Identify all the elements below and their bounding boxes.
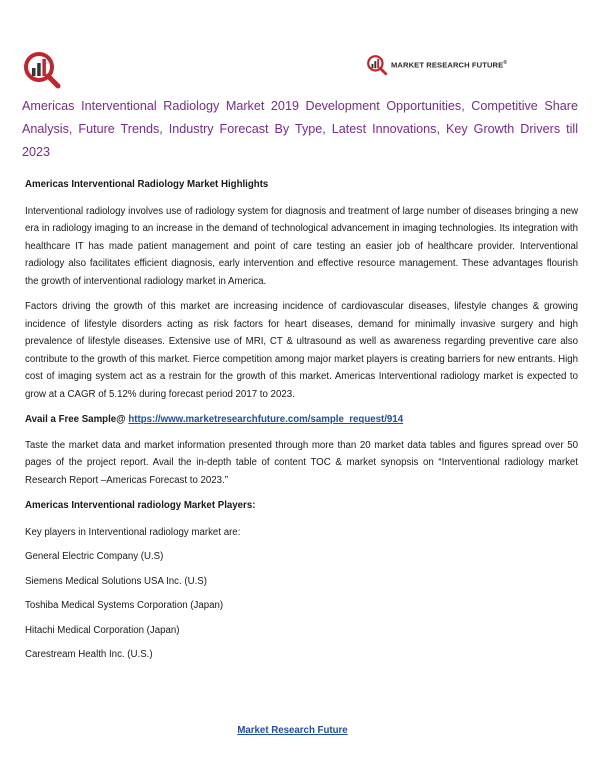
list-item: Toshiba Medical Systems Corporation (Japan) [25,600,224,611]
list-item: General Electric Company (U.S) [25,551,164,562]
list-item: Carestream Health Inc. (U.S.) [25,649,153,660]
players-intro: Key players in Interventional radiology market are: [25,526,241,538]
players-list [25,548,578,664]
section-heading: Americas Interventional Radiology Market Highlights [25,179,269,190]
brand-name: MARKET RESEARCH FUTURE® [391,60,508,70]
players-heading: Americas Interventional radiology Market Players: [25,500,256,511]
list-item: Hitachi Medical Corporation (Japan) [25,624,180,636]
paragraph-taste: Taste the market data and market information presented through more than 20 market data tables and figures spread over 50 pages of the project report. Avail the in-depth table of content TOC & market synopsis on “Interventional radiology market Research Report –Americas Forecast to 2023.” [25,439,578,486]
mrf-magnifier-chart-icon [22,50,62,90]
mrf-logo-right [366,53,507,77]
paragraph-intro: Interventional radiology involves use of radiology system for diagnosis and treatment of large number of diseases bringing a new era in radiology imaging to an increase in the demand of technological advancement in imaging technologies. Its integration with healthcare IT has made patient management and point of care testing an easier job of healthcare provider. Interventional radiology also facilitates efficient diagnosis, early intervention and effective resource management. These advantages flourish the growth of interventional radiology market in America. [25,205,578,287]
registered-mark: ® [503,60,508,67]
free-sample-label: Avail a Free Sample@ [25,414,129,425]
mrf-magnifier-chart-icon [366,54,388,76]
paragraph-drivers: Factors driving the growth of this market are increasing incidence of cardiovascular diseases, lifestyle changes & growing incidence of lifestyle disorders acting as risk factors for heart diseases, demand for minimally invasive surgery and high prevalence of lifestyle diseases. Extensive use of MRI, CT & ultrasound as well as awareness regarding preventive care also contribute to the growth of this market. Fierce competition among major market players is creating barriers for new entrants. High cost of imaging system act as a restrain for the growth of this market. Americas Interventional radiology market is expected to grow at a CAGR of 5.12% during forecast period 2017 to 2023. [25,301,578,400]
footer-mrf-link[interactable]: Market Research Future [237,725,348,736]
page-title: Americas Interventional Radiology Market 2019 Development Opportunities, Competitive Share Analysis, Future Trends, Industry Forecast By Type, Latest Innovations, Key Growth Drivers till 2023 [22,99,578,159]
free-sample-line [25,411,578,429]
mrf-logo-left [22,50,62,90]
list-item: Siemens Medical Solutions USA Inc. (U.S) [25,575,207,587]
sample-request-link[interactable]: https://www.marketresearchfuture.com/sample_request/914 [128,414,404,425]
article-body [25,176,578,671]
